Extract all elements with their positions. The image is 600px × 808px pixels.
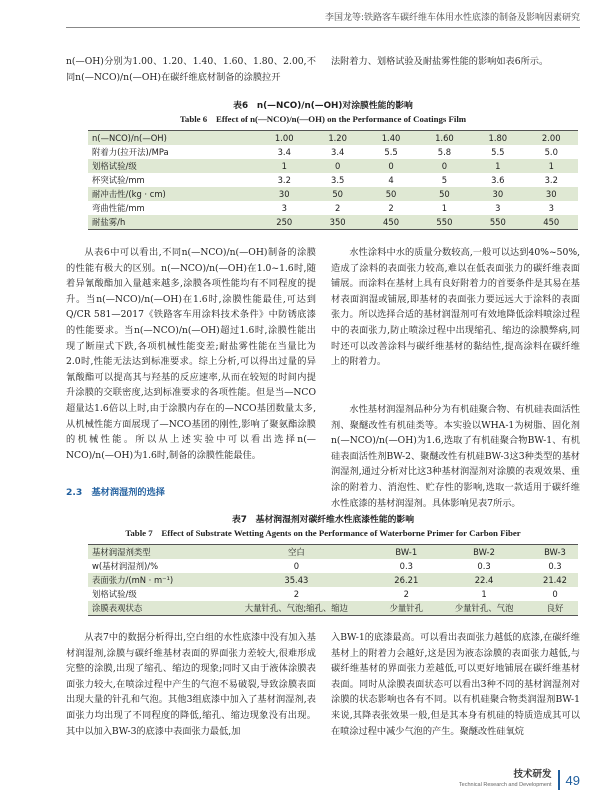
table-cell: 大量针孔、气泡;缩孔、缩边 bbox=[216, 601, 376, 616]
table-row bbox=[88, 215, 578, 230]
table-cell: BW-3 bbox=[532, 545, 578, 560]
table-cell: 0 bbox=[311, 159, 364, 173]
table-cell: 2.00 bbox=[525, 131, 578, 146]
footer-divider bbox=[558, 770, 560, 790]
page-number: 49 bbox=[565, 772, 580, 788]
intro-right-text: 法附着力、划格试验及耐盐雾性能的影响如表6所示。 bbox=[331, 56, 549, 67]
table-cell: 少量针孔 bbox=[376, 601, 436, 616]
table-cell: 附着力(拉开法)/MPa bbox=[92, 147, 169, 157]
table-cell: 0 bbox=[418, 159, 471, 173]
table-cell: 表面张力/(mN · m⁻¹) bbox=[88, 573, 216, 587]
table-cell: 50 bbox=[364, 187, 417, 201]
table-cell: 3 bbox=[281, 203, 287, 213]
table7-caption-en: Table 7 Effect of Substrate Wetting Agents on the Performance of Waterborne Primer for Carbon Fiber bbox=[125, 528, 521, 538]
table-cell: 3.4 bbox=[277, 147, 291, 157]
table-cell: 1 bbox=[441, 203, 448, 213]
table-cell: 划格试验/级 bbox=[88, 159, 258, 173]
table-cell: 杯突试验/mm bbox=[92, 175, 145, 185]
table-cell: 3 bbox=[548, 203, 554, 213]
journal-name-en: Technical Research and Development bbox=[458, 782, 552, 788]
table-cell: 良好 bbox=[532, 601, 578, 616]
table-cell: 5 bbox=[441, 175, 448, 185]
table-cell: 5.5 bbox=[491, 147, 505, 157]
table-row bbox=[88, 159, 578, 173]
table-cell: 2 bbox=[293, 589, 300, 599]
table-cell: BW-1 bbox=[376, 545, 436, 560]
table-cell: 5.8 bbox=[437, 147, 452, 157]
table-cell: 3.4 bbox=[330, 147, 345, 157]
table-row bbox=[88, 587, 578, 601]
table-cell: 0 bbox=[293, 561, 300, 571]
table-cell: 550 bbox=[471, 215, 524, 230]
table-cell: 3.5 bbox=[330, 175, 345, 185]
table-cell: 少量针孔、气泡 bbox=[436, 601, 532, 616]
table-row bbox=[88, 573, 578, 587]
table-row bbox=[88, 145, 578, 159]
table-cell: 22.4 bbox=[436, 573, 532, 587]
table6 bbox=[88, 130, 578, 230]
table-cell: 1 bbox=[471, 159, 524, 173]
table-cell: BW-2 bbox=[436, 545, 532, 560]
table-row bbox=[88, 187, 578, 201]
body-paragraph-right-2: 水性基材润湿剂品种分为有机硅聚合物、有机硅表面活性剂、聚醚改性有机硅类等。本实验以WHA-1为树脂、固化剂n(—NCO)/n(—OH)为1.6,选取了有机硅聚合物BW-1、有机硅表面活性剂BW-2、聚醚改性有机硅BW-3这3种类型的基材润湿剂,通过分析对比这3种基材润湿剂对涂膜的表观效果、重涂的附着力、消泡性、贮存性的影响,选取一款适用于碳纤维水性底漆的基材润湿剂。具体影响见表7所示。 bbox=[331, 404, 580, 509]
table-row bbox=[88, 173, 578, 187]
table-cell: 3.2 bbox=[544, 175, 558, 185]
table-cell: 2 bbox=[334, 203, 341, 213]
table-cell: 0.3 bbox=[548, 561, 562, 571]
table-cell: 划格试验/级 bbox=[92, 589, 137, 599]
page-footer bbox=[459, 770, 580, 790]
table-cell: 50 bbox=[311, 187, 364, 201]
table-cell: 1.00 bbox=[258, 131, 311, 146]
table-cell: 1.40 bbox=[364, 131, 417, 146]
table6-caption bbox=[66, 100, 580, 126]
table7-caption bbox=[66, 514, 580, 540]
table-cell: 涂膜表观状态 bbox=[88, 601, 216, 616]
body-paragraph-left-1: 从表6中可以看出,不同n(—NCO)/n(—OH)制备的涂膜的性能有极大的区别。n(—NCO)/n(—OH)在1.0~1.6时,随着异氰酸酯加入量越来越多,涂膜各项性能均有不同程度的提升。当n(—NCO)/n(—OH)在1.6时,涂膜性能最佳,可达到Q/CR 581—2017《铁路客车用涂料技术条件》中防锈底漆的性能要求。当n(—NCO)/n(—OH)超过1.6时,涂膜性能出现了断崖式下跌,各项机械性能变差;耐盐雾性能在当量比为2.0时,性能无法达到标准要求。综上分析,可以得出过量的异氰酸酯可以提高其与羟基的反应速率,从而在较短的时间内提升涂膜的交联密度,达到标准要求的各项性能。但是当—NCO超量达1.6倍以上时,由于涂膜内存在的—NCO基团数量太多,从机械性能方面展现了—NCO基团的刚性,影响了聚氨酯涂膜的机械性能。所以从上述实验中可以看出选择n(—NCO)/n(—OH)为1.6时,制备的涂膜性能最佳。 bbox=[66, 247, 316, 461]
table-cell: 450 bbox=[364, 215, 417, 230]
table-row bbox=[88, 131, 578, 146]
table-cell: n(—NCO)/n(—OH) bbox=[88, 131, 258, 146]
table-cell: 耐冲击性/(kg · cm) bbox=[88, 187, 258, 201]
table-cell: 弯曲性能/mm bbox=[92, 203, 145, 213]
table-cell: 450 bbox=[525, 215, 578, 230]
header-divider bbox=[66, 27, 580, 28]
body-paragraph-left-2: 从表7中的数据分析得出,空白组的水性底漆中没有加入基材润湿剂,涂膜与碳纤维基材表面的界面张力差较大,很难形成完整的涂膜,出现了缩孔、缩边的现象;同时又由于液体涂膜表面张力较大,在喷涂过程中产生的气泡不易破裂,导致涂膜表面出现大量的针孔和气泡。其他3组底漆中加入了基材润湿剂,表面张力均出现了不同程度的降低,缩孔、缩边现象没有出现。其中以加入BW-3的底漆中表面张力最低,加 bbox=[66, 632, 316, 737]
table-cell: 0.3 bbox=[477, 561, 491, 571]
table-row bbox=[88, 601, 578, 616]
table-cell: 21.42 bbox=[532, 573, 578, 587]
table-cell: 2 bbox=[403, 589, 409, 599]
table-cell: 3.6 bbox=[491, 175, 505, 185]
table-cell: 35.43 bbox=[216, 573, 376, 587]
table-cell: 1.20 bbox=[311, 131, 364, 146]
table-cell: w(基材润湿剂)/% bbox=[92, 561, 159, 571]
table-cell: 30 bbox=[525, 187, 578, 201]
body-paragraph-right-1: 水性涂料中水的质量分数较高,一般可以达到40%~50%,造成了涂料的表面张力较高,难以在低表面张力的碳纤维表面铺展。而涂料在基材上具有良好附着力的首要条件是其易在基材表面润湿或铺展,即基材的表面张力要远远大于涂料的表面张力。所以选择合适的基材润湿剂可有效地降低涂料喷涂过程中的表面张力,防止喷涂过程中出现缩孔、缩边的涂膜弊病,同时还可以改善涂料与碳纤维基材的黏结性,提高涂料在碳纤维上的附着力。 bbox=[331, 247, 580, 368]
table-cell: 4 bbox=[388, 175, 394, 185]
table-row bbox=[88, 201, 578, 215]
table-cell: 3 bbox=[495, 203, 501, 213]
table-cell: 5.5 bbox=[384, 147, 398, 157]
section-heading: 2.3 基材润湿剂的选择 bbox=[66, 487, 165, 498]
table-cell: 1.80 bbox=[471, 131, 524, 146]
table-cell: 1 bbox=[481, 589, 487, 599]
table-row bbox=[88, 559, 578, 573]
table-cell: 空白 bbox=[216, 545, 376, 560]
table-cell: 基材润湿剂类型 bbox=[88, 545, 216, 560]
running-header: 李国龙等:铁路客车碳纤维车体用水性底漆的制备及影响因素研究 bbox=[324, 13, 580, 23]
table-cell: 耐盐雾/h bbox=[88, 215, 258, 230]
table6-caption-en: Table 6 Effect of n(—NCO)/n(—OH) on the Performance of Coatings Film bbox=[179, 114, 467, 124]
table-cell: 30 bbox=[258, 187, 311, 201]
table-cell: 1.60 bbox=[418, 131, 471, 146]
journal-name-cn: 技术研发 bbox=[513, 769, 552, 780]
table-cell: 5.0 bbox=[544, 147, 558, 157]
table-cell: 0 bbox=[364, 159, 417, 173]
table-cell: 1 bbox=[258, 159, 311, 173]
table-cell: 30 bbox=[471, 187, 524, 201]
table6-caption-cn: 表6 n(—NCO)/n(—OH)对涂膜性能的影响 bbox=[233, 101, 413, 111]
intro-left-text: n(—OH)分别为1.00、1.20、1.40、1.60、1.80、2.00,不同n(—NCO)/n(—OH)在碳纤维底材制备的涂膜拉开 bbox=[66, 56, 316, 83]
table7-caption-cn: 表7 基材润湿剂对碳纤维水性底漆性能的影响 bbox=[231, 515, 415, 525]
table-cell: 2 bbox=[388, 203, 394, 213]
table-row bbox=[88, 545, 578, 560]
table-cell: 1 bbox=[525, 159, 578, 173]
table-cell: 350 bbox=[311, 215, 364, 230]
table-cell: 250 bbox=[258, 215, 311, 230]
table-cell: 26.21 bbox=[376, 573, 436, 587]
table-cell: 50 bbox=[418, 187, 471, 201]
table-cell: 550 bbox=[418, 215, 471, 230]
table-cell: 3.2 bbox=[277, 175, 291, 185]
table-cell: 0.3 bbox=[399, 561, 413, 571]
body-paragraph-right-3: 入BW-1的底漆最高。可以看出表面张力越低的底漆,在碳纤维基材上的附着力会越好,这是因为液态涂膜的表面张力越低,与碳纤维基材的界面张力差越低,可以更好地铺展在碳纤维基材表面。同时从涂膜表面状态可以看出3种不同的基材润湿剂对涂膜的状态影响也各有不同。以有机硅聚合物类润湿剂BW-1来说,其降表张效果一般,但是其本身有机硅的特质造成其可以在喷涂过程中减少气泡的产生。聚醚改性硅氧烷 bbox=[331, 632, 580, 737]
journal-name bbox=[459, 770, 552, 790]
table7 bbox=[88, 544, 578, 616]
table-cell: 0 bbox=[552, 589, 558, 599]
